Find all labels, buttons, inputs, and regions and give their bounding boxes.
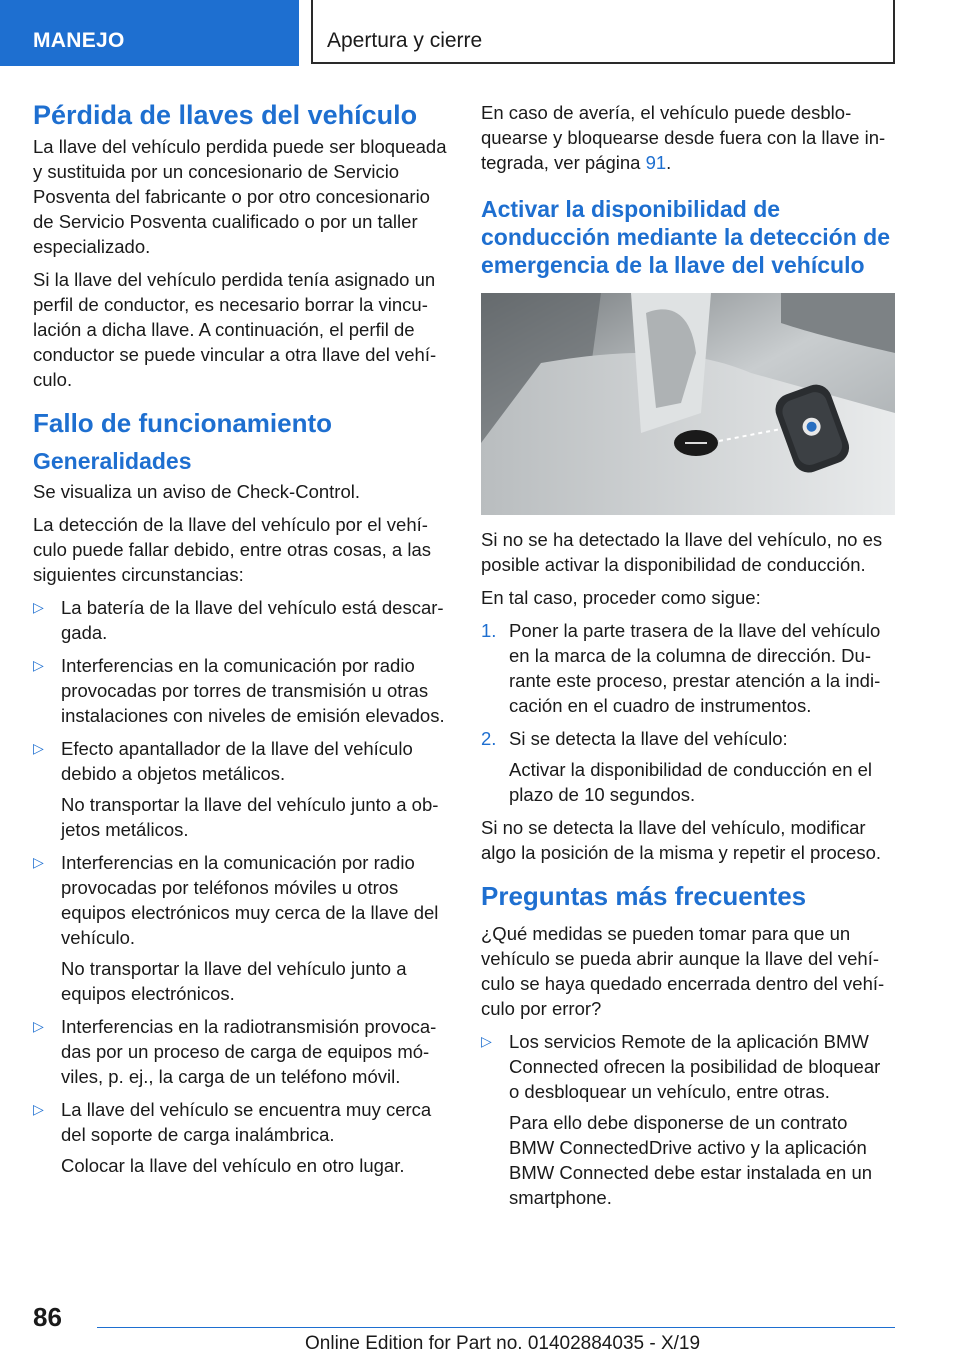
triangle-bullet-icon: ▷ [33,599,44,615]
page-header [0,0,960,66]
paragraph: Si no se ha detectado la llave del vehículo, no es posible activar la disponibilidad de conducción. [481,529,883,575]
heading-malfunction: Fallo de funcionamiento [33,408,333,438]
list-item [33,850,447,1006]
list-item [33,1014,447,1089]
step-item [481,726,895,807]
steering-column-key-illustration [481,293,895,515]
footer-edition: Online Edition for Part no. 01402884035 - X/19 [305,1333,701,1354]
list-item-text: La llave del vehículo se encuentra muy cerca del soporte de carga inalámbrica. [61,1099,432,1145]
list-item [33,653,447,728]
heading-faq: Preguntas más frecuentes [481,881,807,911]
faq-answer-list [481,1029,895,1210]
list-item-text: Interferencias en la radiotransmisión provocadas por un proceso de carga de equipos móviles, p. ej., la carga de un teléfono móvil. [61,1016,437,1087]
step-text: Poner la parte trasera de la llave del vehículo en la marca de la columna de dirección. Durante este proceso, prestar atención a la indicación en el cuadro de instrumentos. [509,620,881,716]
list-item-text: Efecto apantallador de la llave del vehículo debido a objetos metálicos. [61,738,413,784]
step-number: 1. [481,620,497,641]
steps-list [481,618,895,807]
triangle-bullet-icon: ▷ [33,1101,44,1117]
list-item-note: No transportar la llave del vehículo junto a equipos electrónicos. [61,958,407,1004]
list-item-text: Interferencias en la comunicación por radio provocadas por torres de transmisión u otras instalaciones con niveles de emisión elevados. [61,655,445,726]
right-column [481,100,895,1218]
list-item-note: Para ello debe disponerse de un contrato BMW ConnectedDrive activo y la aplicación BMW Connected debe estar instalada en un smartphone. [509,1112,873,1208]
list-item [481,1029,895,1210]
heading-lost-keys: Pérdida de llaves del vehículo [33,100,418,130]
triangle-bullet-icon: ▷ [33,854,44,870]
left-column [33,100,447,1186]
list-item-note: Colocar la llave del vehículo en otro lugar. [61,1155,405,1176]
faq-question: ¿Qué medidas se pueden tomar para que un vehículo se pueda abrir aunque la llave del vehículo se haya quedado encerrada dentro del vehículo por error? [481,923,885,1019]
list-item [33,1097,447,1178]
triangle-bullet-icon: ▷ [481,1033,492,1049]
paragraph: Si la llave del vehículo perdida tenía asignado un perfil de conductor, es necesario borrar la vinculación a dicha llave. A continuación, el perfil de conductor se puede vincular a otra llave del vehículo. [33,269,437,390]
subheading-general: Generalidades [33,448,192,474]
paragraph: Si no se detecta la llave del vehículo, modificar algo la posición de la misma y repetir el proceso. [481,817,881,863]
step-item [481,618,895,718]
list-item [33,595,447,645]
heading-emergency-detection: Activar la disponibilidad de conducción mediante la detección de emergencia de la llave del vehículo [481,196,890,278]
footer-divider [97,1327,895,1328]
intro-text: En caso de avería, el vehículo puede desbloquearse y bloquearse desde fuera con la llave integrada, ver página [481,102,886,173]
triangle-bullet-icon: ▷ [33,740,44,756]
intro-paragraph [481,100,895,175]
step-text: Si se detecta la llave del vehículo: [509,728,788,749]
list-item-note: No transportar la llave del vehículo junto a objetos metálicos. [61,794,439,840]
step-number: 2. [481,728,497,749]
paragraph: Se visualiza un aviso de Check-Control. [33,481,360,502]
intro-end: . [666,152,672,173]
section-tab: MANEJO [0,0,299,66]
list-item-text: Los servicios Remote de la aplicación BMW Connected ofrecen la posibilidad de bloquear o desbloquear un vehículo, entre otras. [509,1031,881,1102]
list-item-text: Interferencias en la comunicación por radio provocadas por teléfonos móviles u otros equipos electrónicos muy cerca de la llave del vehículo. [61,852,439,948]
triangle-bullet-icon: ▷ [33,1018,44,1034]
chapter-title: Apertura y cierre [311,0,895,64]
list-item [33,736,447,842]
paragraph: En tal caso, proceder como sigue: [481,587,761,608]
circumstances-list [33,595,447,1178]
triangle-bullet-icon: ▷ [33,657,44,673]
page-reference-link[interactable]: 91 [645,152,667,173]
paragraph: La llave del vehículo perdida puede ser bloqueada y sustituida por un concesionario de Servicio Posventa del fabricante o por otro concesionario de Servicio Posventa cualificado o por un taller especializado. [33,136,447,257]
page-number: 86 [33,1302,62,1332]
list-item-text: La batería de la llave del vehículo está descargada. [61,597,444,643]
step-note: Activar la disponibilidad de conducción en el plazo de 10 segundos. [509,759,873,805]
paragraph: La detección de la llave del vehículo por el vehículo puede fallar debido, entre otras cosas, a las siguientes circunstancias: [33,514,431,585]
